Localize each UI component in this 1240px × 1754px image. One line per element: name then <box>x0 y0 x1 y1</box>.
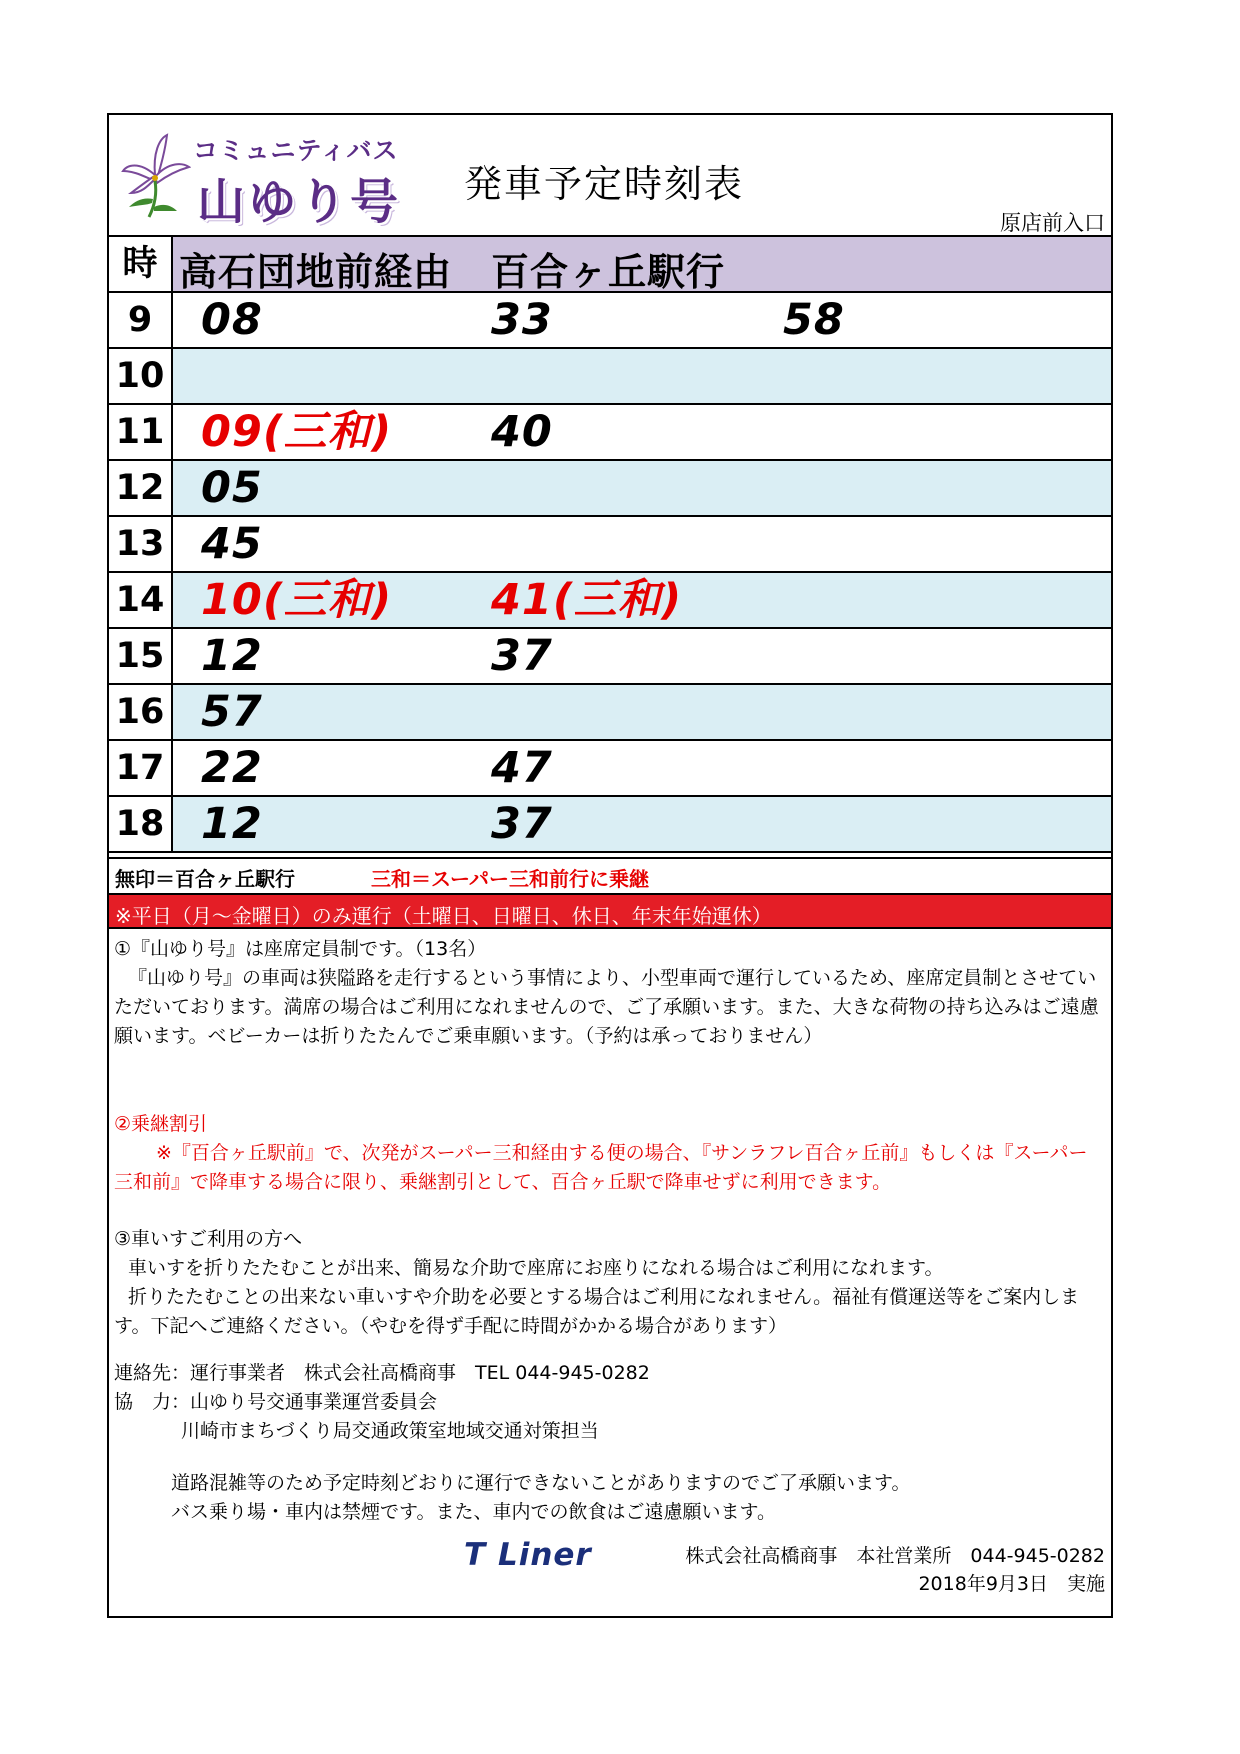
hour-cell: 16 <box>109 685 173 739</box>
legend <box>109 857 1111 893</box>
route-header-cell <box>173 237 1111 294</box>
weekday-notice-bar <box>109 893 1111 929</box>
departure-cell <box>173 293 1111 347</box>
hour-cell: 12 <box>109 461 173 515</box>
timetable-row <box>109 571 1111 627</box>
departure-time-transfer: 41(三和) <box>491 575 683 625</box>
wheelchair-title: ③車いすご利用の方へ <box>114 1228 303 1250</box>
timetable-row <box>109 795 1111 851</box>
seat-body: 『山ゆり号』の車両は狭隘路を走行するという事情により、小型車両で運行しているため、座席定員制とさせていただいております。満席の場合はご利用になれませんので、ご了承願います。また、大きな荷物の持ち込みはご遠慮願います。ベビーカーは折りたたんでご乗車願います。（予約は承っておりません） <box>114 967 1099 1047</box>
timetable-page <box>107 113 1113 1618</box>
weekday-notice: ※平日（月～金曜日）のみ運行（土曜日、日曜日、休日、年末年始運休） <box>115 904 772 928</box>
departure-time: 33 <box>491 295 553 345</box>
logo-title: 山ゆり号 <box>197 174 402 230</box>
timetable-row <box>109 403 1111 459</box>
departure-time-transfer: 09(三和) <box>201 407 393 457</box>
t-liner-logo: T Liner <box>464 1537 592 1573</box>
lily-flower-icon <box>119 131 191 221</box>
departure-cell <box>173 629 1111 683</box>
timetable-row <box>109 459 1111 515</box>
departure-time: 12 <box>201 631 263 681</box>
departure-cell <box>173 349 1111 403</box>
departure-cell <box>173 797 1111 851</box>
departure-time: 57 <box>201 687 263 737</box>
delay-notice: 道路混雑等のため予定時刻どおりに運行できないことがありますのでご了承願います。 <box>171 1472 911 1494</box>
seat-title: ①『山ゆり号』は座席定員制です。（13名） <box>114 938 487 960</box>
departure-time: 08 <box>201 295 263 345</box>
departure-time-transfer: 10(三和) <box>201 575 393 625</box>
departure-time: 37 <box>491 799 553 849</box>
cooperation-line: 協 力：山ゆり号交通事業運営委員会 <box>114 1391 438 1413</box>
timetable-header-row <box>109 235 1111 294</box>
route-name: 高石団地前経由 百合ヶ丘駅行 <box>179 250 726 294</box>
departure-time: 37 <box>491 631 553 681</box>
bus-stop-name: 原店前入口 <box>1000 211 1105 235</box>
timetable <box>109 235 1111 853</box>
departure-cell <box>173 685 1111 739</box>
hour-cell: 18 <box>109 797 173 851</box>
hour-cell: 11 <box>109 405 173 459</box>
departure-cell <box>173 573 1111 627</box>
departure-cell <box>173 517 1111 571</box>
departure-time: 58 <box>783 295 845 345</box>
wheelchair-line-1: 車いすを折りたたむことが出来、簡易な介助で座席にお座りになれる場合はご利用になれます。 <box>128 1257 944 1279</box>
page-title: 発車予定時刻表 <box>464 162 745 206</box>
departure-time: 05 <box>201 463 263 513</box>
smoking-notice: バス乗り場・車内は禁煙です。また、車内での飲食はご遠慮願います。 <box>171 1501 776 1523</box>
hour-cell: 14 <box>109 573 173 627</box>
timetable-row <box>109 515 1111 571</box>
effective-date: 2018年9月3日 実施 <box>918 1573 1105 1595</box>
timetable-body <box>109 291 1111 853</box>
departure-time: 47 <box>491 743 553 793</box>
legend-plain: 無印＝百合ヶ丘駅行 <box>115 867 295 891</box>
departure-cell <box>173 405 1111 459</box>
hour-column-header: 時 <box>109 237 173 291</box>
hour-cell: 13 <box>109 517 173 571</box>
hour-cell: 17 <box>109 741 173 795</box>
cooperation-city: 川崎市まちづくり局交通政策室地域交通対策担当 <box>181 1420 599 1442</box>
timetable-bottom-rule <box>109 851 1111 853</box>
contact-line: 連絡先：運行事業者 株式会社高橋商事 TEL 044-945-0282 <box>114 1362 650 1384</box>
departure-time: 40 <box>491 407 553 457</box>
timetable-row <box>109 291 1111 347</box>
logo-subtitle: コミュニティバス <box>193 136 399 165</box>
wheelchair-line-2: 折りたたむことの出来ない車いすや介助を必要とする場合はご利用になれません。福祉有償運送等をご案内します。下記へご連絡ください。（やむを得ず手配に時間がかかる場合があります） <box>114 1286 1080 1337</box>
hour-cell: 9 <box>109 293 173 347</box>
hour-cell: 15 <box>109 629 173 683</box>
operator-info: 株式会社高橋商事 本社営業所 044-945-0282 <box>685 1545 1105 1567</box>
bus-logo <box>119 129 402 230</box>
timetable-row <box>109 347 1111 403</box>
departure-time: 22 <box>201 743 263 793</box>
transfer-body: ※『百合ヶ丘駅前』で、次発がスーパー三和経由する便の場合、『サンラフレ百合ヶ丘前』もしくは『スーパー三和前』で降車する場合に限り、乗継割引として、百合ヶ丘駅で降車せずに利用できます。 <box>114 1142 1088 1193</box>
transfer-title: ②乗継割引 <box>114 1113 208 1135</box>
timetable-row <box>109 739 1111 795</box>
legend-transfer: 三和＝スーパー三和前行に乗継 <box>371 867 649 891</box>
timetable-row <box>109 627 1111 683</box>
hour-cell: 10 <box>109 349 173 403</box>
departure-cell <box>173 461 1111 515</box>
timetable-row <box>109 683 1111 739</box>
departure-cell <box>173 741 1111 795</box>
departure-time: 12 <box>201 799 263 849</box>
departure-time: 45 <box>201 519 263 569</box>
